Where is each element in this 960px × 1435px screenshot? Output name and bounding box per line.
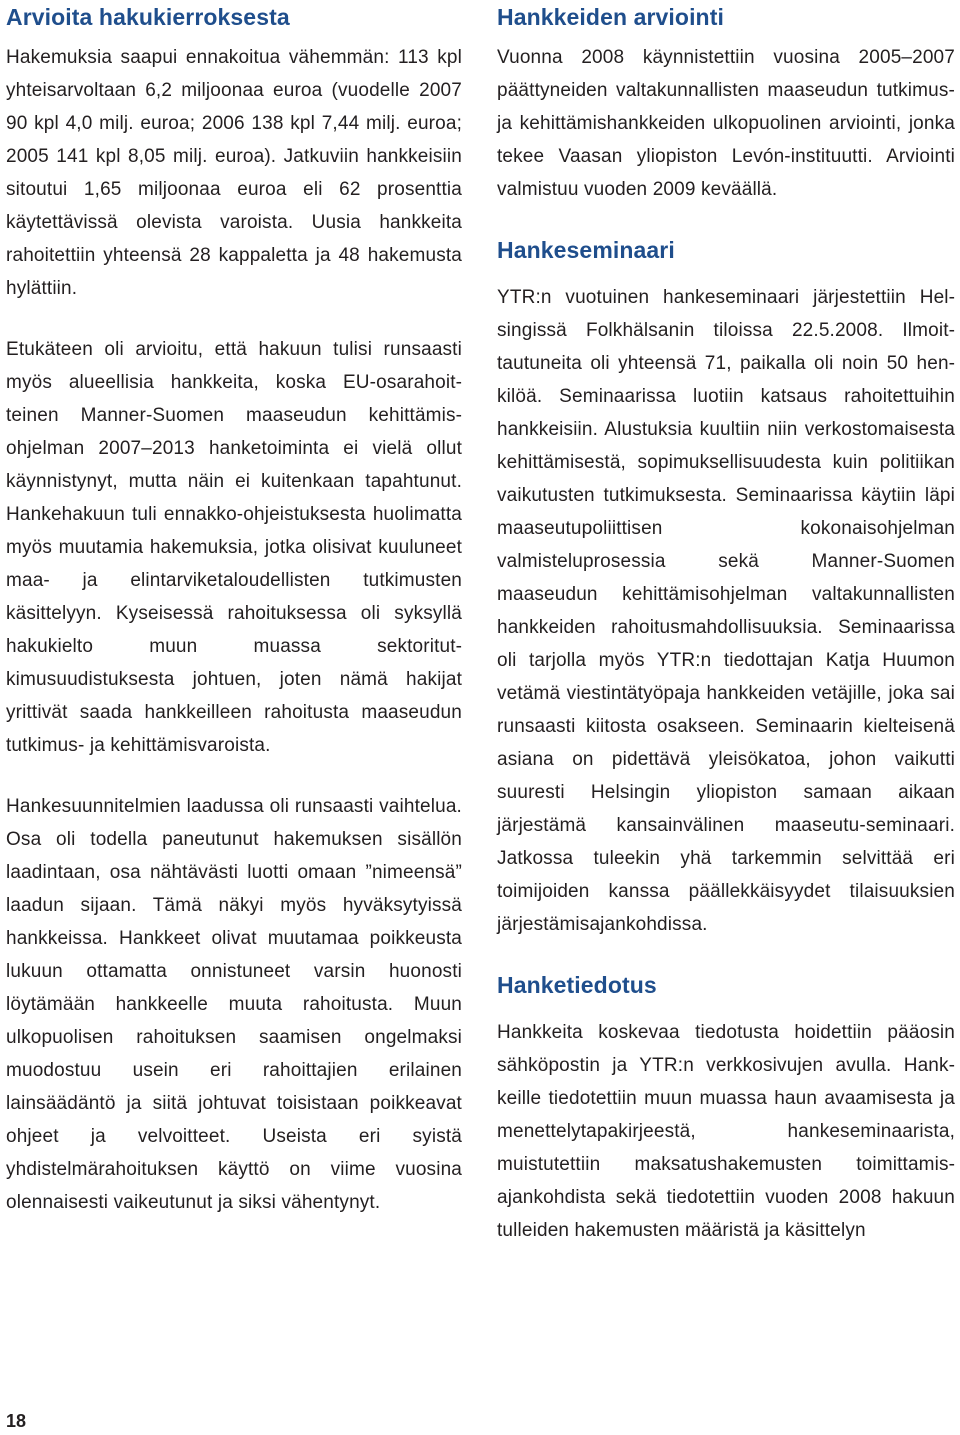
heading-hankkeiden-arviointi: Hankkeiden arviointi	[497, 4, 724, 30]
right-column	[497, 0, 955, 1247]
paragraph-hankkeiden-arviointi: Vuonna 2008 käynnistettiin vuosina 2005–2007 päättyneiden valtakunnallisten maaseudun tutkimus- ja kehittämishankkeiden ulkopuolinen arviointi, jonka tekee Vaasan yliopiston Levón-instituutti. Arviointi valmistuu vuoden 2009 keväällä.	[497, 47, 955, 200]
paragraph-hankesuunnitelmien: Hankesuunnitelmien laadussa oli runsaasti vaihtelua. Osa oli todella paneutunut hakemuksen sisällön laadintaan, osa nähtävästi luotti omaan ”nimeensä” laadun sijaan. Tämä näkyi myös hyväksytyissä hankkeissa. Hankkeet olivat muutamaa poikkeusta lukuun ottamatta onnistuneet varsin huonosti löytämään hankkeelle muuta rahoitusta. Muun ulkopuolisen rahoituksen saamisen ongelmaksi muodostuu usein eri rahoittajien erilainen lainsäädäntö ja siitä johtuvat toisistaan poikkeavat ohjeet ja velvoitteet. Useista eri syistä yhdistelmärahoituksen käyttö on viime vuosina olennaisesti vaikeutunut ja siksi vähentynyt.	[6, 796, 462, 1213]
paragraph-hanketiedotus: Hankkeita koskevaa tiedotusta hoidettiin pääosin sähköpostin ja YTR:n verkkosivujen avulla. Hankkeille tiedotettiin muun muassa haun avaamisesta ja menettelytapakirjeestä, hankeseminaarista, muistutettiin maksatushakemusten toimittamisajankohdista sekä tiedotettiin vuoden 2008 hakuun tulleiden hakemusten määristä ja käsittelyn	[497, 1022, 955, 1241]
paragraph-hakemuksia: Hakemuksia saapui ennakoitua vähemmän: 113 kpl yhteisarvoltaan 6,2 miljoonaa euroa (vuodelle 2007 90 kpl 4,0 milj. euroa; 2006 138 kpl 7,44 milj. euroa; 2005 141 kpl 8,05 milj. euroa). Jatkuviin hankkeisiin sitoutui 1,65 miljoonaa euroa eli 62 prosenttia käytettävissä olevista varoista. Uusia hankkeita rahoitettiin yhteensä 28 kappaletta ja 48 hakemusta hylättiin.	[6, 47, 462, 299]
heading-hanketiedotus: Hanketiedotus	[497, 972, 657, 998]
heading-arvioita-hakukierroksesta: Arvioita hakukierroksesta	[6, 4, 290, 30]
paragraph-etukateen: Etukäteen oli arvioitu, että hakuun tulisi runsaasti myös alueellisia hankkeita, koska EU-osarahoitteinen Manner-Suomen maaseudun kehittämisohjelman 2007–2013 hanketoiminta ei vielä ollut käynnistynyt, mutta näin ei kuitenkaan tapahtunut. Hankehakuun tuli ennakko-ohjeistuksesta huolimatta myös muutamia hakemuksia, jotka olisivat kuuluneet maa- ja elintarviketaloudellisten tutkimusten käsittelyyn. Kyseisessä rahoituksessa oli syksyllä hakukielto muun muassa sektoritutkimusuudistuksesta johtuen, joten nämä hakijat yrittivät saada hankkeilleen rahoitusta maaseudun tutkimus- ja kehittämisvaroista.	[6, 339, 462, 756]
page-number: 18	[6, 1411, 27, 1431]
paragraph-hankeseminaari: YTR:n vuotuinen hankeseminaari järjestettiin Helsingissä Folkhälsanin tiloissa 22.5.2008. Ilmoittautuneita oli yhteensä 71, paikalla oli noin 50 henkilöä. Seminaarissa luotiin katsaus rahoitettuihin hankkeisiin. Alustuksia kuultiin niin verkostomaisesta kehittämisestä, sopimuksellisuudesta kuin politiikan vaikutusten tutkimuksesta. Seminaarissa käytiin läpi maaseutupoliittisen kokonaisohjelman valmisteluprosessia sekä Manner-Suomen maaseudun kehittämisohjelman valtakunnallisten hankkeiden rahoitusmahdollisuuksia. Seminaarissa oli tarjolla myös YTR:n tiedottajan Katja Huumon vetämä viestintätyöpaja hankkeiden vetäjille, joka sai runsaasti kiitosta osakseen. Seminaarin kielteisenä asiana on pidettävä yleisökatoa, johon vaikutti suuresti Helsingin yliopiston samaan aikaan järjestämä kansainvälinen maaseutu-seminaari. Jatkossa tuleekin yhä tarkemmin selvittää eri toimijoiden kanssa päällekkäisyydet tilaisuuksien järjestämisajankohdissa.	[497, 287, 955, 935]
heading-hankeseminaari: Hankeseminaari	[497, 237, 675, 263]
left-column	[6, 0, 462, 1219]
